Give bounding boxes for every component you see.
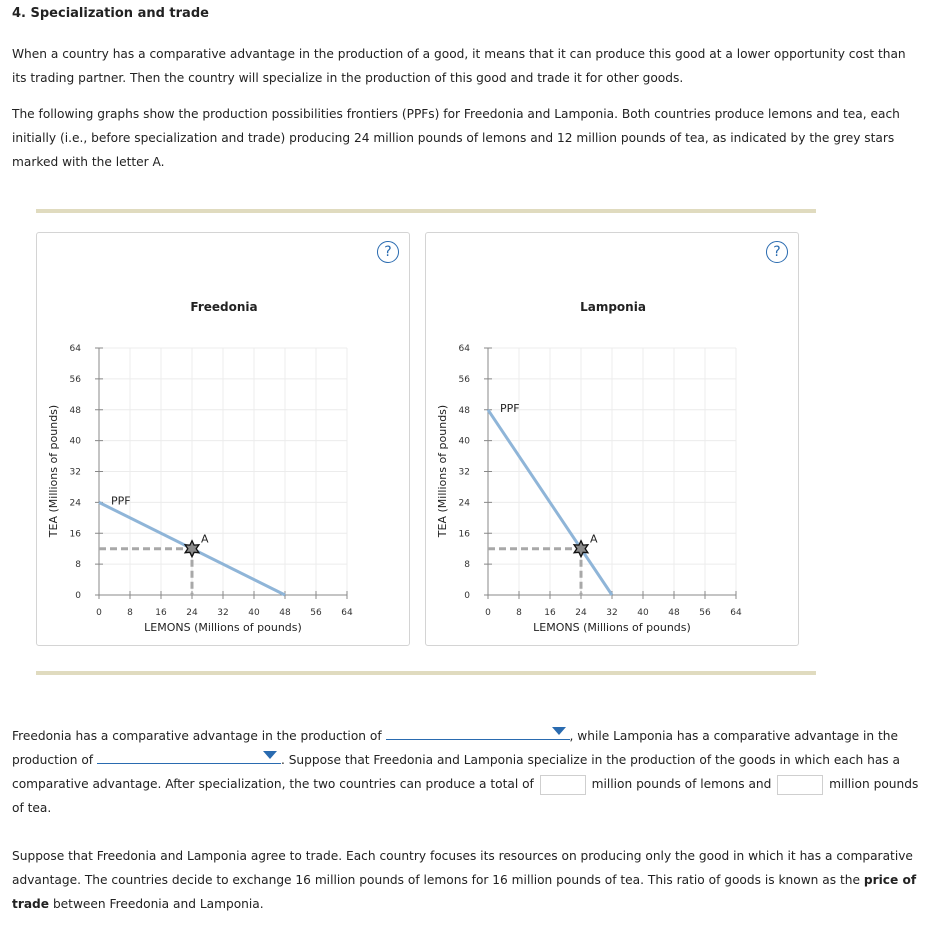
q2-text-2: between Freedonia and Lamponia. bbox=[52, 897, 264, 911]
y-tick-label: 40 bbox=[69, 436, 81, 447]
chevron-down-icon bbox=[552, 727, 566, 735]
ppf-label: PPF bbox=[111, 494, 131, 508]
y-axis-label: TEA (Millions of pounds) bbox=[47, 404, 60, 538]
point-a-label: A bbox=[201, 532, 209, 546]
q1-text-1: Freedonia has a comparative advantage in the production of bbox=[12, 729, 382, 743]
intro-paragraph-2: The following graphs show the production possibilities frontiers (PPFs) for Freedonia and Lamponia. Both countries produce lemons and tea, each initially (i.e., before specialization and trade) producing 24 million pounds of lemons and 12 million pounds of tea, as indicated by the grey stars marked with the letter A. bbox=[12, 107, 900, 169]
x-tick-label: 24 bbox=[186, 608, 198, 618]
x-tick-label: 24 bbox=[575, 608, 587, 618]
q1-text-2: , while Lamponia has a comparative advantage in the production of bbox=[12, 729, 899, 767]
intro-paragraph-1: When a country has a comparative advantage in the production of a good, it means that it can produce this good at a lower opportunity cost than its trading partner. Then the country will specialize in the production of this good and trade it for other goods. bbox=[12, 47, 906, 85]
y-tick-label: 16 bbox=[69, 529, 81, 540]
q1-text-5: million pounds of tea. bbox=[12, 777, 919, 815]
freedonia-advantage-dropdown[interactable] bbox=[386, 724, 570, 740]
x-tick-label: 64 bbox=[341, 608, 353, 618]
section-heading: 4. Specialization and trade bbox=[12, 6, 209, 21]
x-tick-label: 48 bbox=[279, 608, 291, 618]
y-tick-label: 56 bbox=[69, 374, 81, 385]
x-tick-label: 64 bbox=[730, 608, 742, 618]
total-tea-input[interactable] bbox=[777, 775, 823, 795]
x-tick-label: 56 bbox=[310, 608, 322, 618]
bottom-divider bbox=[36, 671, 816, 675]
x-tick-label: 32 bbox=[606, 608, 618, 618]
point-a-label: A bbox=[590, 532, 598, 546]
y-tick-label: 16 bbox=[458, 529, 470, 540]
q1-text-3: . Suppose that Freedonia and Lamponia specialize in the production of the goods in which each has a comparative advantage. After specialization, the two countries can produce a total of bbox=[12, 753, 900, 791]
q2-text-1: Suppose that Freedonia and Lamponia agree to trade. Each country focuses its resources on producing only the good in which it has a comparative advantage. The countries decide to exchange 16 million pounds of lemons for 16 million pounds of tea. This ratio of goods is known as the bbox=[12, 849, 913, 887]
q1-text-4: million pounds of lemons and bbox=[591, 777, 772, 791]
lamponia-graph-panel bbox=[425, 232, 799, 646]
y-tick-label: 0 bbox=[464, 591, 470, 601]
x-tick-label: 16 bbox=[544, 608, 556, 618]
x-tick-label: 0 bbox=[96, 608, 102, 618]
y-tick-label: 48 bbox=[458, 405, 470, 416]
help-icon[interactable]: ? bbox=[766, 241, 788, 263]
x-tick-label: 8 bbox=[127, 608, 133, 618]
x-tick-label: 40 bbox=[637, 608, 649, 618]
chart-title: Lamponia bbox=[580, 300, 646, 314]
y-tick-label: 0 bbox=[75, 591, 81, 601]
y-tick-label: 24 bbox=[458, 498, 470, 509]
x-tick-label: 40 bbox=[248, 608, 260, 618]
x-tick-label: 8 bbox=[516, 608, 522, 618]
x-axis-label: LEMONS (Millions of pounds) bbox=[144, 621, 302, 634]
help-icon[interactable]: ? bbox=[377, 241, 399, 263]
point-a-star-icon bbox=[185, 541, 199, 557]
top-divider bbox=[36, 209, 816, 213]
x-tick-label: 32 bbox=[217, 608, 229, 618]
y-tick-label: 64 bbox=[69, 344, 81, 354]
lamponia-advantage-dropdown[interactable] bbox=[97, 748, 281, 764]
x-tick-label: 16 bbox=[155, 608, 167, 618]
y-tick-label: 48 bbox=[69, 405, 81, 416]
x-tick-label: 48 bbox=[668, 608, 680, 618]
y-tick-label: 56 bbox=[458, 374, 470, 385]
y-tick-label: 8 bbox=[464, 560, 470, 571]
x-tick-label: 56 bbox=[699, 608, 711, 618]
x-tick-label: 0 bbox=[485, 608, 491, 618]
total-lemons-input[interactable] bbox=[540, 775, 586, 795]
y-axis-label: TEA (Millions of pounds) bbox=[436, 404, 449, 538]
y-tick-label: 24 bbox=[69, 498, 81, 509]
freedonia-graph-panel bbox=[36, 232, 410, 646]
y-tick-label: 32 bbox=[458, 467, 470, 478]
price-of-trade-term: price of trade bbox=[12, 873, 917, 911]
ppf-label: PPF bbox=[500, 401, 520, 415]
y-tick-label: 32 bbox=[69, 467, 81, 478]
freedonia-chart bbox=[37, 233, 411, 647]
x-axis-label: LEMONS (Millions of pounds) bbox=[533, 621, 691, 634]
y-tick-label: 64 bbox=[458, 344, 470, 354]
y-tick-label: 40 bbox=[458, 436, 470, 447]
question-1 bbox=[12, 724, 922, 820]
y-tick-label: 8 bbox=[75, 560, 81, 571]
lamponia-chart bbox=[426, 233, 800, 647]
question-2 bbox=[12, 844, 922, 916]
chart-title: Freedonia bbox=[190, 300, 258, 314]
chevron-down-icon bbox=[263, 751, 277, 759]
